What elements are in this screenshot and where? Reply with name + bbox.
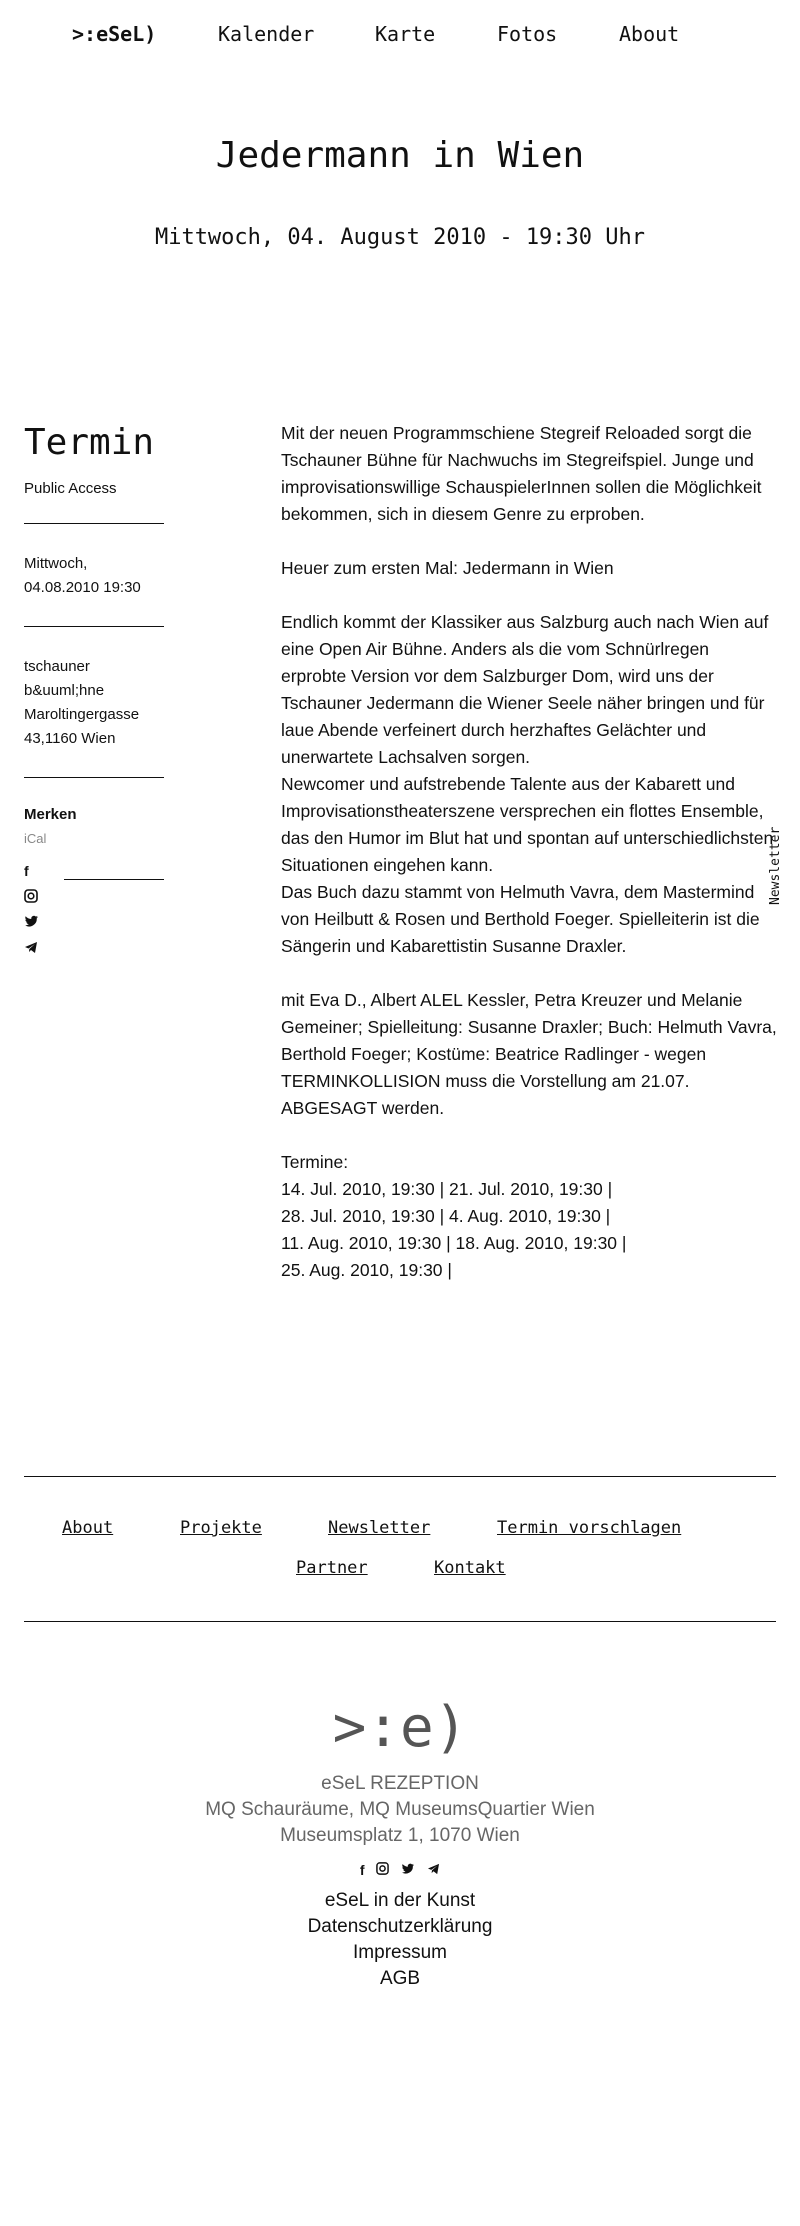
termine-line: 14. Jul. 2010, 19:30 | 21. Jul. 2010, 19:30 | [281, 1179, 613, 1199]
footer-link-about[interactable]: About [62, 1518, 114, 1538]
nav-about[interactable]: About [619, 22, 680, 46]
share-panel [24, 833, 164, 953]
event-title: Jedermann in Wien [215, 135, 585, 176]
paragraph: Das Buch dazu stammt von Helmuth Vavra, dem Mastermind von Heilbutt & Rosen und Berthold Foeger. Spielleiterin ist die Sängerin und Kabarettistin Susanne Draxler. [281, 882, 760, 956]
event-date-block [24, 552, 164, 600]
ical-link[interactable]: iCal [24, 833, 47, 845]
footer-divider [24, 1476, 776, 1477]
venue-line: tschauner [24, 658, 90, 675]
paragraph: Newcomer und aufstrebende Talente aus der Kabarett und Improvisationstheaterszene versprechen ein flottes Ensemble, das den Humor im Blut hat und spontan auf unterschiedlichsten Situationen eingehen kann. [281, 774, 774, 875]
address-line: Museumsplatz 1, 1070 Wien [280, 1825, 520, 1846]
twitter-icon[interactable] [401, 1862, 415, 1878]
footer-link-kontakt[interactable]: Kontakt [434, 1558, 506, 1578]
termine-line: 25. Aug. 2010, 19:30 | [281, 1260, 452, 1280]
divider [24, 626, 164, 627]
paragraph: Endlich kommt der Klassiker aus Salzburg auch nach Wien auf eine Open Air Bühne. Anders als die vom Schnürlregen erprobte Version vor dem Salzburger Dom, wird uns der Tschauner Jedermann die Wiener Seele näher bringen und für laue Abende verfeinert durch herzhaftes Gelächter und unerwartete Lachsalven sorgen. [281, 612, 769, 767]
footer-link-projekte[interactable]: Projekte [180, 1518, 262, 1538]
venue-line: b&uuml;hne [24, 682, 105, 699]
venue-block [24, 655, 164, 751]
sidebar-heading: Termin [24, 422, 155, 463]
footer-link-termin-vorschlagen[interactable]: Termin vorschlagen [497, 1518, 682, 1538]
address-line: MQ Schauräume, MQ MuseumsQuartier Wien [205, 1799, 595, 1820]
footer-legal-link[interactable]: eSeL in der Kunst [324, 1890, 476, 1911]
brand-logo: >:e) [332, 1695, 468, 1760]
footer-link-partner[interactable]: Partner [296, 1558, 368, 1578]
termine-label: Termine: [281, 1152, 349, 1172]
termine-line: 28. Jul. 2010, 19:30 | 4. Aug. 2010, 19:30 | [281, 1206, 611, 1226]
nav-karte[interactable]: Karte [375, 22, 436, 46]
telegram-icon[interactable] [24, 941, 40, 957]
twitter-icon[interactable] [24, 915, 40, 931]
telegram-icon[interactable] [427, 1862, 440, 1878]
instagram-icon[interactable] [24, 889, 40, 905]
divider [64, 879, 164, 880]
divider [24, 523, 164, 524]
venue-line: 43,1160 Wien [24, 730, 116, 747]
divider [24, 777, 164, 778]
paragraph: mit Eva D., Albert ALEL Kessler, Petra Kreuzer und Melanie Gemeiner; Spielleitung: Susanne Draxler; Buch: Helmuth Vavra, Berthold Foeger; Kostüme: Beatrice Radlinger - wegen TERMINKOLLISION muss die Vorstellung am 21.07. ABGESAGT werden. [281, 990, 777, 1118]
event-sidebar [24, 420, 164, 953]
footer-legal-link[interactable]: Impressum [353, 1942, 447, 1963]
nav-kalender[interactable]: Kalender [218, 22, 315, 46]
footer-social-icons [0, 1862, 800, 1878]
top-navigation [0, 22, 800, 52]
footer-legal-link[interactable]: AGB [379, 1968, 421, 1989]
address-line: eSeL REZEPTION [321, 1773, 479, 1794]
footer-legal-link[interactable]: Datenschutzerklärung [307, 1916, 493, 1937]
event-datetime: Mittwoch, 04. August 2010 - 19:30 Uhr [154, 225, 646, 250]
site-logo[interactable]: >:eSeL) [72, 22, 157, 46]
footer-divider [24, 1621, 776, 1622]
venue-line: Maroltingergasse [24, 706, 140, 723]
newsletter-tab[interactable]: Newsletter [768, 826, 783, 905]
paragraph: Mit der neuen Programmschiene Stegreif Reloaded sorgt die Tschauner Bühne für Nachwuchs im Stegreifspiel. Junge und improvisationswillige SchauspielerInnen sollen die Möglichkeit bekommen, sich in diesem Genre zu erproben. [281, 423, 762, 524]
facebook-icon[interactable]: f [359, 1862, 365, 1878]
nav-fotos[interactable]: Fotos [497, 22, 558, 46]
footer-link-newsletter[interactable]: Newsletter [328, 1518, 431, 1538]
instagram-icon[interactable] [376, 1862, 389, 1878]
paragraph: Heuer zum ersten Mal: Jedermann in Wien [281, 558, 614, 578]
date-line: 04.08.2010 19:30 [24, 579, 141, 596]
termine-line: 11. Aug. 2010, 19:30 | 18. Aug. 2010, 19:30 | [281, 1233, 627, 1253]
date-line: Mittwoch, [24, 555, 88, 572]
merken-button[interactable]: Merken [24, 806, 77, 823]
access-label: Public Access [24, 480, 117, 497]
event-description [281, 420, 778, 1284]
facebook-icon[interactable]: f [24, 863, 29, 879]
